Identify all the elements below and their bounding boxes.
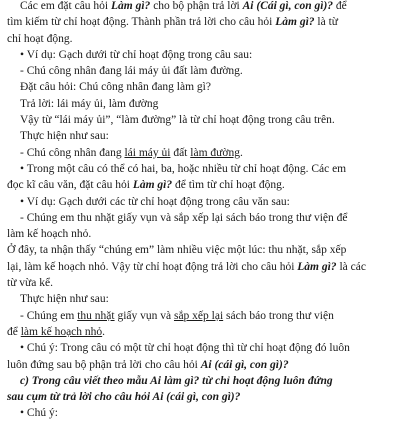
underlined-verb: thu nhặt [77, 309, 115, 322]
text-line [7, 79, 391, 95]
heading-text: c) Trong câu viết theo mẫu Ai làm gì? từ chỉ hoạt động luôn đứng [20, 374, 333, 387]
text-line [7, 242, 391, 258]
section-heading [7, 389, 391, 405]
text-span: Thực hiện như sau: [20, 130, 109, 143]
text-span: Trả lời: lái máy ủi, làm đường [20, 97, 159, 110]
underlined-verb: sắp xếp lại [173, 309, 224, 322]
text-span: - Chú công nhân đang lái máy ủi đất làm đường. [20, 65, 243, 78]
text-span: tìm kiếm từ chỉ hoạt động. Thành phần trả lời cho câu hỏi [7, 16, 276, 29]
text-span: để [333, 0, 347, 12]
text-span: - Chúng em thu nhặt giấy vụn và sắp xếp lại sách báo trong thư viện để [20, 211, 348, 224]
section-heading [7, 373, 391, 389]
text-span: . [239, 146, 243, 159]
heading-text: sau cụm từ trả lời cho câu hỏi Ai (cái gì, con gì)? [7, 391, 241, 404]
bold-italic-span: Ai (Cái gì, con gì)? [242, 0, 334, 12]
text-span: - Chú công nhân đang [20, 146, 125, 159]
bold-italic-span: Làm gì? [297, 260, 337, 273]
text-span: cho bộ phận trả lời [150, 0, 243, 12]
text-span: • Ví dụ: Gạch dưới các từ chỉ hoạt động trong câu văn sau: [20, 195, 290, 208]
underlined-verb: làm đường [190, 146, 240, 159]
text-span: đất [170, 146, 191, 159]
text-span: chỉ hoạt động. [7, 32, 73, 45]
underlined-verb: làm kế hoạch nhỏ [20, 325, 103, 338]
text-line [7, 47, 391, 63]
text-span: là các [336, 260, 366, 273]
text-span: làm kế hoạch nhỏ. [7, 228, 92, 241]
text-span: Vậy từ “lái máy ủi”, “làm đường” là từ chỉ hoạt động trong câu trên. [20, 114, 335, 127]
text-span: để tìm từ chỉ hoạt động. [172, 179, 285, 192]
text-line [7, 291, 391, 307]
text-span: là từ [314, 16, 339, 29]
text-span: sách báo trong thư viện [223, 309, 334, 322]
text-line [7, 145, 391, 161]
text-line [7, 14, 391, 30]
text-span: Thực hiện như sau: [20, 293, 109, 306]
text-line [7, 63, 391, 79]
text-line [7, 128, 391, 144]
text-span: để [7, 325, 21, 338]
text-line [7, 112, 391, 128]
text-span: • Chú ý: Trong câu có một từ chỉ hoạt động thì từ chỉ hoạt động đó luôn [20, 342, 350, 355]
bold-italic-span: Làm gì? [111, 0, 151, 12]
text-line [7, 275, 391, 291]
text-span: từ vừa kể. [7, 277, 53, 290]
text-line [7, 177, 391, 193]
text-span: đọc kĩ câu văn, đặt câu hỏi [7, 179, 133, 192]
text-span: Ở đây, ta nhận thấy “chúng em” làm nhiều việc một lúc: thu nhặt, sắp xếp [7, 244, 347, 257]
text-span: giấy vụn và [114, 309, 174, 322]
underlined-verb: lái máy ủi [124, 146, 171, 159]
text-line [7, 340, 391, 356]
text-span: • Chú ý: [20, 407, 58, 420]
text-line [7, 31, 391, 47]
text-line [7, 357, 391, 373]
text-line [7, 210, 391, 226]
text-line [7, 0, 391, 14]
text-line [7, 96, 391, 112]
text-span: . [102, 325, 106, 338]
text-span: • Trong một câu có thể có hai, ba, hoặc nhiều từ chỉ hoạt động. Các em [20, 162, 347, 175]
text-span: Đặt câu hỏi: Chú công nhân đang làm gì? [20, 81, 211, 94]
text-span: - Chúng em [20, 309, 78, 322]
text-span: lại, làm kế hoạch nhỏ. Vậy từ chỉ hoạt động trả lời cho câu hỏi [7, 260, 298, 273]
text-line [7, 324, 391, 340]
text-line [7, 226, 391, 242]
text-line [7, 405, 391, 421]
text-span: luôn đứng sau bộ phận trả lời cho câu hỏi [7, 358, 201, 371]
text-line [7, 161, 391, 177]
text-span: Các em đặt câu hỏi [20, 0, 112, 12]
text-span: • Ví dụ: Gạch dưới từ chỉ hoạt động trong câu sau: [20, 48, 253, 61]
bold-italic-span: Làm gì? [132, 179, 173, 192]
text-line [7, 194, 391, 210]
text-line [7, 259, 391, 275]
bold-italic-span: Ai (cái gì, con gì)? [200, 358, 289, 371]
text-line [7, 308, 391, 324]
bold-italic-span: Làm gì? [275, 16, 315, 29]
